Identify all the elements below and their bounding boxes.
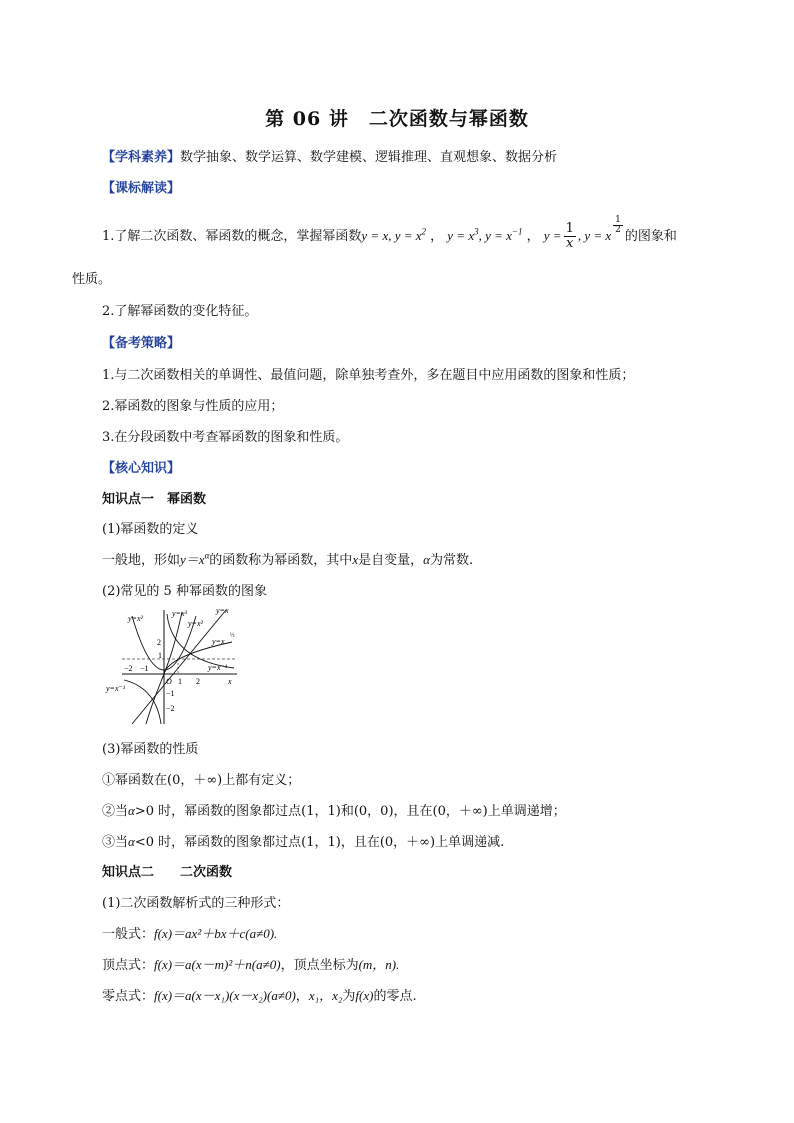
exp-2: 2 <box>421 226 427 237</box>
strategy-item3: 3.在分段函数中考查幂函数的图象和性质。 <box>102 430 349 445</box>
tick-ym2: −2 <box>166 704 175 713</box>
eq-y-frac: y = <box>543 228 562 243</box>
general-form <box>102 923 277 942</box>
exp-3: 3 <box>474 226 479 237</box>
strategy-tag: 【备考策略】 <box>102 336 181 351</box>
vertex-tail-a: ，顶点坐标为 <box>280 958 359 973</box>
general-eq: f(x)＝ax²＋bx＋c(a≠0). <box>154 926 278 941</box>
zero-label: 零点式： <box>102 989 155 1004</box>
label-y-sqrt-exp: ½ <box>230 633 235 639</box>
zero-tail-eq: x₁，x₂ <box>308 988 343 1003</box>
zero-form <box>102 985 417 1004</box>
standard-item1: 1.了解二次函数、幂函数的概念，掌握幂函数y = x, $y = x^2$ ， $y = x^3$, $y = x^{-1}$ ， y = $\frac{1}{x}$ , y = x $^{\frac{1}{2}}$ 的图象和 <box>102 215 677 251</box>
eq-y-xhalf: , y = x <box>577 228 612 243</box>
def-alpha: α <box>423 552 430 567</box>
origin-label: O <box>166 677 172 686</box>
prop3-a: ③当 <box>102 835 129 850</box>
def-title: (1)幂函数的定义 <box>102 522 199 537</box>
label-y-x: y=x <box>216 606 229 615</box>
prop3-alpha: α <box>128 834 135 849</box>
standard-item1-cont: 性质。 <box>72 272 112 287</box>
label-y-sqrt: y=x <box>212 637 225 646</box>
page-title: 第 06 讲 二次函数与幂函数 <box>265 108 529 130</box>
zero-eq: f(x)＝a(x－x₁)(x－x₂)(a≠0) <box>154 988 296 1003</box>
standard-item2: 2.了解幂函数的变化特征。 <box>102 304 258 319</box>
label-y-inv-left: y=x⁻¹ <box>106 684 126 693</box>
frac-den: x <box>566 236 574 251</box>
fraction-1-over-x <box>564 222 576 251</box>
standard-item1-tail: 的图象和 <box>624 229 677 244</box>
literacy-line <box>102 146 557 165</box>
eq-y-xm1: , y = x <box>478 228 512 243</box>
tick-xm1: −1 <box>140 664 149 673</box>
standard-item1-text: 1.了解二次函数、幂函数的概念，掌握幂函数 <box>102 229 362 244</box>
quad-title: (1)二次函数解析式的三种形式： <box>102 896 290 911</box>
tick-xm2: −2 <box>124 664 133 673</box>
prop3-b: <0 时，幂函数的图象都过点(1，1)，且在(0，＋∞)上单调递减. <box>134 835 505 850</box>
prop2-b: >0 时，幂函数的图象都过点(1，1)和(0，0)，且在(0，＋∞)上单调递增； <box>134 804 566 819</box>
prop2 <box>102 800 566 819</box>
label-y-x2b: y=x² <box>188 619 203 628</box>
power-function-graph <box>102 604 242 726</box>
def-x: x <box>352 552 359 567</box>
vertex-tail-eq: (m，n). <box>358 957 400 972</box>
zero-tail-f: f(x) <box>355 988 374 1003</box>
core-tag: 【核心知识】 <box>102 461 181 476</box>
exp-half-den: 2 <box>615 225 621 235</box>
point1-title: 知识点一 幂函数 <box>102 492 207 507</box>
eq-y-x: y = x, y = x <box>361 228 422 243</box>
frac-num: 1 <box>565 221 574 236</box>
def-text-b: 的函数称为幂函数，其中 <box>209 553 353 568</box>
tick-x2: 2 <box>196 677 200 686</box>
literacy-text: 数学抽象、数学运算、数学建模、逻辑推理、直观想象、数据分析 <box>180 150 558 165</box>
literacy-tag: 【学科素养】 <box>102 150 181 165</box>
prop3 <box>102 831 504 850</box>
def-text <box>102 549 473 568</box>
vertex-form <box>102 954 399 973</box>
eq-y-x3: y = x <box>447 228 475 243</box>
exp-half <box>613 216 623 235</box>
def-text-d: 为常数. <box>429 553 474 568</box>
tick-ym1: −1 <box>166 689 175 698</box>
label-y-x2: y=x² <box>128 614 143 623</box>
point2-title: 知识点二 二次函数 <box>102 865 233 880</box>
label-y-inv-right: y=x⁻¹ <box>208 663 228 672</box>
standard-tag: 【课标解读】 <box>102 181 181 196</box>
exp-m1: −1 <box>511 226 523 237</box>
x-axis-label: x <box>228 677 232 686</box>
general-label: 一般式： <box>102 927 155 942</box>
prop1: ①幂函数在(0，＋∞)上都有定义； <box>102 773 301 788</box>
zero-tail-b: 为 <box>342 989 356 1004</box>
strategy-item1: 1.与二次函数相关的单调性、最值问题，除单独考查外，多在题目中应用函数的图象和性质； <box>102 368 635 383</box>
tick-y1: 1 <box>158 651 162 660</box>
def-text-c: 是自变量， <box>358 553 424 568</box>
exp-half-num: 1 <box>615 215 621 225</box>
def-eq: y＝x <box>180 552 205 567</box>
zero-tail-c: 的零点. <box>373 989 417 1004</box>
tick-y2: 2 <box>157 638 161 647</box>
curve-y-inv-left <box>124 680 161 724</box>
label-y-x3: y=x³ <box>172 609 187 618</box>
prop2-alpha: α <box>128 803 135 818</box>
tick-x1: 1 <box>178 677 182 686</box>
prop2-a: ②当 <box>102 804 129 819</box>
vertex-label: 顶点式： <box>102 958 155 973</box>
zero-tail-a: ， <box>295 989 309 1004</box>
vertex-eq: f(x)＝a(x－m)²＋n(a≠0) <box>154 957 281 972</box>
strategy-item2: 2.幂函数的图象与性质的应用； <box>102 399 284 414</box>
def-exp: α <box>204 550 210 561</box>
def-text-a: 一般地，形如 <box>102 553 181 568</box>
graph-title: (2)常见的 5 种幂函数的图象 <box>102 584 267 599</box>
prop-title: (3)幂函数的性质 <box>102 742 199 757</box>
